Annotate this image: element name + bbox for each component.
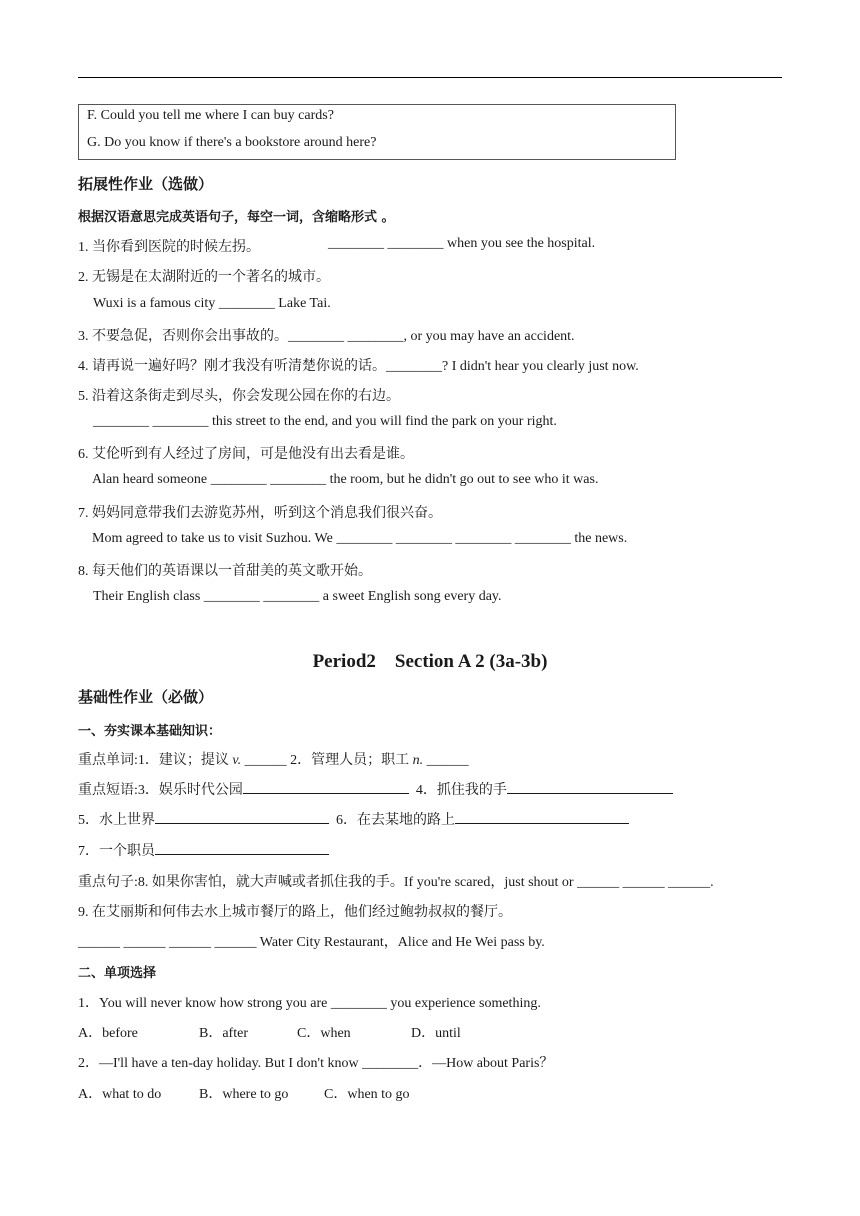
key-words-end: ______ — [423, 753, 469, 768]
phrase-7-blank — [155, 842, 329, 855]
key-sentence-9-english: ______ ______ ______ ______ Water City Restaurant，Alice and He Wei pass by. — [78, 935, 545, 950]
period-title: Period2 Section A 2 (3a-3b) — [312, 651, 548, 672]
question-6-english: Alan heard someone ________ ________ the room, but he didn't go out to see who it was. — [92, 472, 599, 487]
option-g: G. Do you know if there's a bookstore around here? — [87, 135, 377, 150]
mc-1-option-d: D．until — [411, 1026, 461, 1041]
key-phrases-line-1 — [78, 779, 673, 799]
key-sentence-8: 重点句子:8. 如果你害怕，就大声喊或者抓住我的手。If you're scared，just shout or ______ ______ ______. — [78, 875, 714, 890]
mc-1-option-b: B．after — [199, 1026, 248, 1041]
extension-heading: 拓展性作业（选做） — [78, 175, 214, 193]
phrase-3-blank — [243, 781, 409, 794]
question-2-english: Wuxi is a famous city ________ Lake Tai. — [93, 296, 331, 311]
phrase-6-label: 6．在去某地的路上 — [336, 813, 455, 828]
question-8-english: Their English class ________ ________ a sweet English song every day. — [93, 589, 502, 604]
question-5-chinese: 5. 沿着这条街走到尽头，你会发现公园在你的右边。 — [78, 389, 400, 404]
question-8-chinese: 8. 每天他们的英语课以一首甜美的英文歌开始。 — [78, 564, 372, 579]
key-phrases-line-2 — [78, 809, 629, 829]
question-3: 3. 不要急促，否则你会出事故的。________ ________, or you may have an accident. — [78, 329, 575, 344]
question-5-english: ________ ________ this street to the end, and you will find the park on your right. — [93, 414, 557, 429]
question-6-chinese: 6. 艾伦听到有人经过了房间，可是他没有出去看是谁。 — [78, 447, 414, 462]
key-words-prefix: 重点单词:1．建议；提议 — [78, 753, 233, 768]
phrase-6-blank — [455, 811, 629, 824]
options-box — [78, 104, 676, 160]
key-phrases-line-3 — [78, 840, 329, 860]
mc-2-option-a: A．what to do — [78, 1087, 162, 1102]
key-words-pos-noun: n. — [412, 753, 424, 768]
key-words-pos-verb: v. — [232, 753, 242, 768]
mc-2-option-b: B．where to go — [199, 1087, 289, 1102]
key-sentence-9-chinese: 9. 在艾丽斯和何伟去水上城市餐厅的路上，他们经过鲍勃叔叔的餐厅。 — [78, 905, 512, 920]
mc-2-option-c: C．when to go — [324, 1087, 410, 1102]
extension-instruction: 根据汉语意思完成英语句子，每空一词，含缩略形式 。 — [78, 210, 395, 225]
basic-heading: 基础性作业（必做） — [78, 688, 214, 706]
question-1-chinese: 1. 当你看到医院的时候左拐。 — [78, 240, 260, 255]
phrase-7-label: 7．一个职员 — [78, 844, 155, 859]
question-4: 4. 请再说一遍好吗？刚才我没有听清楚你说的话。________? I didn't hear you clearly just now. — [78, 359, 639, 374]
phrase-4-blank — [507, 781, 673, 794]
phrase-5-blank — [155, 811, 329, 824]
phrase-4-label: 4．抓住我的手 — [415, 783, 507, 798]
key-words-middle: ______ 2．管理人员；职工 — [241, 753, 413, 768]
part-1-heading: 一、夯实课本基础知识： — [78, 724, 222, 739]
mc-question-2-stem: 2．—I'll have a ten-day holiday. But I don't know ________．—How about Paris？ — [78, 1056, 554, 1071]
option-f: F. Could you tell me where I can buy cards? — [87, 108, 334, 123]
mc-1-option-a: A．before — [78, 1026, 138, 1041]
mc-1-option-c: C．when — [297, 1026, 351, 1041]
question-1-english: ________ ________ when you see the hospital. — [328, 236, 596, 251]
part-2-heading: 二、单项选择 — [78, 966, 157, 981]
mc-question-1-stem: 1．You will never know how strong you are ________ you experience something. — [78, 996, 541, 1011]
question-7-chinese: 7. 妈妈同意带我们去游览苏州，听到这个消息我们很兴奋。 — [78, 506, 442, 521]
question-7-english: Mom agreed to take us to visit Suzhou. We ________ ________ ________ ________ the news. — [92, 531, 628, 546]
phrase-3-label: 重点短语:3．娱乐时代公园 — [78, 783, 243, 798]
phrase-5-label: 5．水上世界 — [78, 813, 155, 828]
question-2-chinese: 2. 无锡是在太湖附近的一个著名的城市。 — [78, 270, 330, 285]
key-words-line — [78, 749, 469, 769]
header-rule — [78, 77, 782, 78]
